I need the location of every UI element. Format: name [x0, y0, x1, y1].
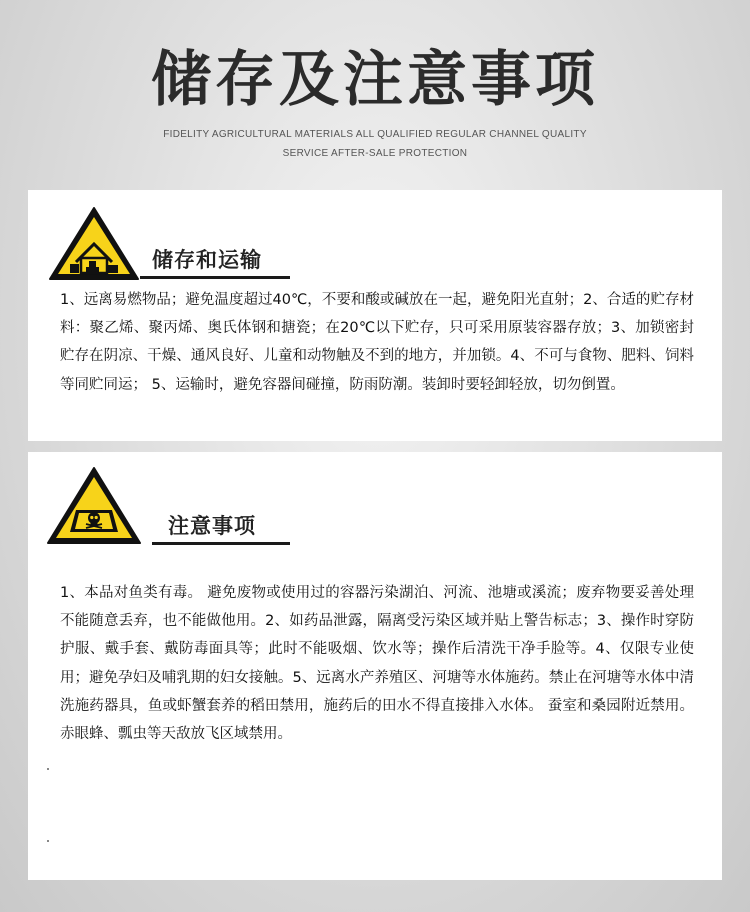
stray-dot	[47, 768, 49, 770]
storage-heading-underline	[140, 276, 290, 279]
storage-heading: 储存和运输	[152, 248, 262, 272]
storage-card	[28, 190, 722, 441]
precautions-card	[28, 452, 722, 880]
storage-text: 1、远离易燃物品；避免温度超过40℃，不要和酸或碱放在一起，避免阳光直射；2、合适的贮存材料：聚乙烯、聚丙烯、奥氏体钢和搪瓷；在20℃以下贮存，只可采用原装容器存放；3、加锁密封贮存在阴凉、干燥、通风良好、儿童和动物触及不到的地方，并加锁。4、不可与食物、肥料、饲料等同贮同运； 5、运输时，避免容器间碰撞，防雨防潮。装卸时要轻卸轻放，切勿倒置。	[60, 292, 694, 393]
page-subtitle-line2: SERVICE AFTER-SALE PROTECTION	[282, 148, 468, 159]
stray-dot	[47, 840, 49, 842]
precautions-text: 1、本品对鱼类有毒。 避免废物或使用过的容器污染湖泊、河流、池塘或溪流；废弃物要妥善处理不能随意丢弃，也不能做他用。2、如药品泄露，隔离受污染区域并贴上警告标志；3、操作时穿防护服、戴手套、戴防毒面具等；此时不能吸烟、饮水等；操作后清洗干净手脸等。4、仅限专业使用；避免孕妇及哺乳期的妇女接触。5、远离水产养殖区、河塘等水体施药。禁止在河塘等水体中清洗施药器具，鱼或虾蟹套养的稻田禁用，施药后的田水不得直接排入水体。 蚕室和桑园附近禁用。赤眼蜂、瓢虫等天敌放飞区域禁用。	[60, 585, 694, 743]
page-subtitle-line1: FIDELITY AGRICULTURAL MATERIALS ALL QUALIFIED REGULAR CHANNEL QUALITY	[163, 129, 587, 140]
toxic-warning-icon	[46, 466, 142, 546]
precautions-heading-underline	[152, 542, 290, 545]
page-title: 储存及注意事项	[151, 45, 599, 115]
warehouse-warning-icon	[48, 206, 140, 282]
precautions-heading: 注意事项	[168, 514, 256, 538]
